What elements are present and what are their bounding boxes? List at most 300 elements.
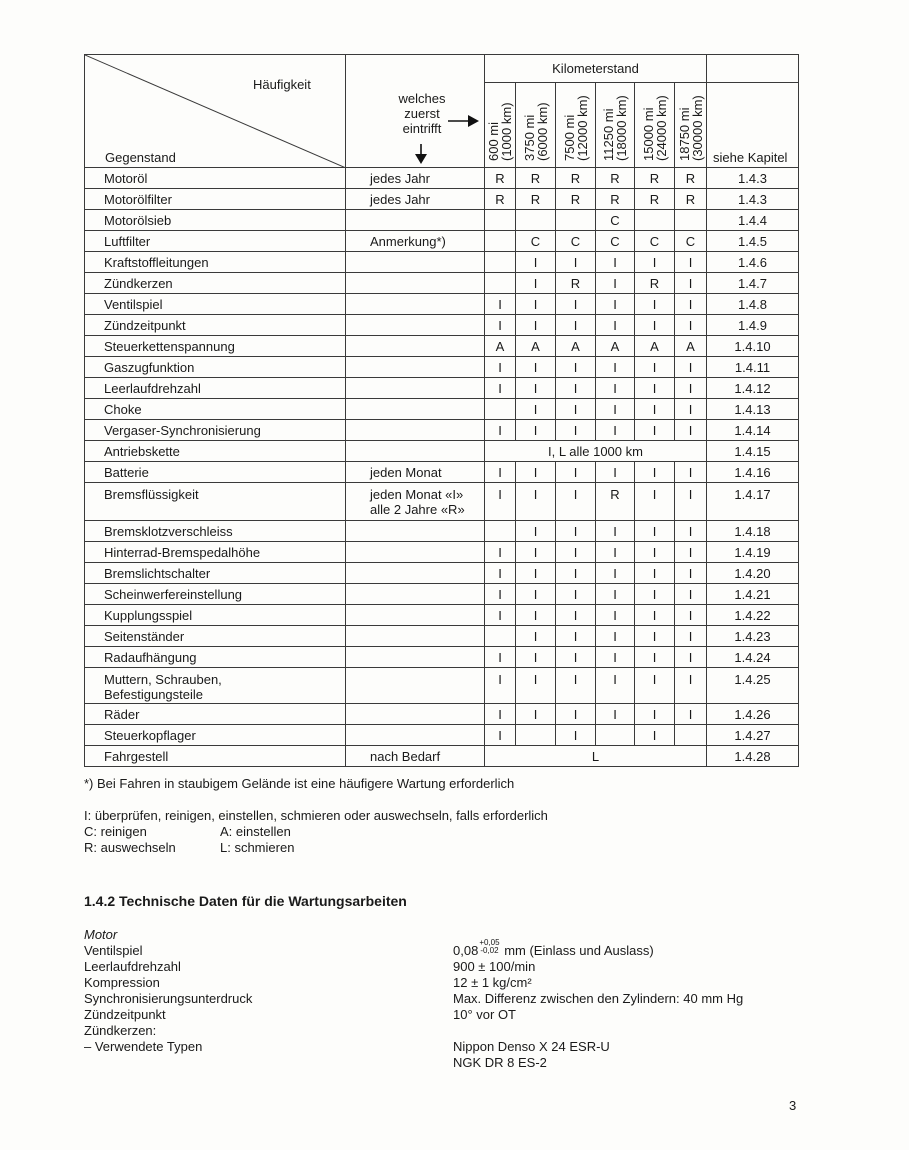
chapter-cell: 1.4.25	[707, 668, 799, 704]
table-row	[85, 168, 799, 189]
chapter-cell: 1.4.28	[707, 746, 799, 767]
interval-merged-cell: L	[485, 746, 707, 767]
km-kilometres: (30000 km)	[689, 95, 705, 161]
interval-cell	[675, 210, 707, 231]
chapter-cell: 1.4.15	[707, 441, 799, 462]
maintenance-table	[84, 54, 799, 767]
interval-cell: I	[516, 252, 556, 273]
item-cell: Bremslichtschalter	[85, 563, 346, 584]
spec-row-sync: Synchronisierungsunterdruck Max. Differenz zwischen den Zylindern: 40 mm Hg	[84, 991, 744, 1006]
chapter-cell: 1.4.3	[707, 189, 799, 210]
interval-cell: I	[556, 584, 596, 605]
interval-cell: C	[675, 231, 707, 252]
interval-cell: I	[596, 704, 635, 725]
interval-cell: I	[596, 584, 635, 605]
interval-cell: I	[675, 378, 707, 399]
interval-cell: I	[596, 315, 635, 336]
item-cell: Vergaser-Synchronisierung	[85, 420, 346, 441]
interval-cell: I	[516, 704, 556, 725]
interval-cell: I	[516, 626, 556, 647]
interval-cell: I	[556, 315, 596, 336]
interval-cell: I	[635, 725, 675, 746]
item-cell: Radaufhängung	[85, 647, 346, 668]
interval-cell: I	[485, 704, 516, 725]
km-column-header	[635, 83, 675, 168]
table-row	[85, 704, 799, 725]
frequency-cell	[346, 273, 485, 294]
interval-cell: I	[556, 542, 596, 563]
item-cell: Gaszugfunktion	[85, 357, 346, 378]
chapter-cell: 1.4.4	[707, 210, 799, 231]
table-row	[85, 252, 799, 273]
interval-cell: I	[675, 252, 707, 273]
table-row	[85, 647, 799, 668]
item-cell: Bremsflüssigkeit	[85, 483, 346, 521]
interval-cell: C	[635, 231, 675, 252]
tolerance: +0,05 -0,02	[479, 937, 500, 955]
table-row	[85, 563, 799, 584]
table-row	[85, 462, 799, 483]
chapter-cell: 1.4.24	[707, 647, 799, 668]
chapter-cell: 1.4.23	[707, 626, 799, 647]
spec-row-ventilspiel: Ventilspiel 0,08 +0,05 -0,02 mm (Einlass und Auslass)	[84, 937, 654, 958]
table-corner-cell	[85, 55, 346, 168]
frequency-cell	[346, 542, 485, 563]
interval-cell: I	[556, 704, 596, 725]
legend-r: R: auswechseln	[84, 840, 176, 855]
interval-cell: I	[635, 357, 675, 378]
item-cell: Räder	[85, 704, 346, 725]
which-first-header	[346, 55, 485, 168]
interval-cell: I	[556, 725, 596, 746]
legend	[84, 808, 548, 856]
legend-row-r-l	[84, 840, 548, 856]
interval-cell	[596, 725, 635, 746]
spec-row-leerlauf: Leerlaufdrehzahl 900 ± 100/min	[84, 959, 536, 974]
spec-row-zzp: Zündzeitpunkt 10° vor OT	[84, 1007, 516, 1022]
interval-cell: I	[516, 563, 556, 584]
km-column-header	[675, 83, 707, 168]
km-kilometres: (1000 km)	[499, 102, 514, 161]
interval-cell	[485, 399, 516, 420]
frequency-cell	[346, 315, 485, 336]
interval-cell: A	[635, 336, 675, 357]
item-cell: Zündkerzen	[85, 273, 346, 294]
interval-cell: I	[635, 399, 675, 420]
item-cell: Batterie	[85, 462, 346, 483]
item-cell: Steuerkopflager	[85, 725, 346, 746]
km-column-header	[485, 83, 516, 168]
item-cell: Steuerkettenspannung	[85, 336, 346, 357]
interval-cell: A	[485, 336, 516, 357]
interval-cell: I	[556, 563, 596, 584]
frequency-cell: jedes Jahr	[346, 189, 485, 210]
interval-cell: C	[556, 231, 596, 252]
interval-cell: I	[485, 483, 516, 521]
chapter-cell: 1.4.6	[707, 252, 799, 273]
interval-cell: I	[485, 647, 516, 668]
interval-cell: I	[556, 420, 596, 441]
chapter-cell: 1.4.7	[707, 273, 799, 294]
interval-cell	[675, 725, 707, 746]
chapter-cell: 1.4.11	[707, 357, 799, 378]
interval-cell: C	[596, 231, 635, 252]
interval-cell: I	[556, 357, 596, 378]
chapter-cell: 1.4.17	[707, 483, 799, 521]
interval-cell: I	[556, 668, 596, 704]
interval-cell: I	[596, 647, 635, 668]
table-row	[85, 441, 799, 462]
interval-cell: I	[516, 357, 556, 378]
interval-cell: I	[675, 521, 707, 542]
page-number: 3	[789, 1098, 797, 1113]
interval-cell: I	[516, 542, 556, 563]
interval-cell: I	[596, 626, 635, 647]
interval-cell: R	[485, 168, 516, 189]
chapter-header: siehe Kapitel	[707, 83, 799, 168]
frequency-cell	[346, 563, 485, 584]
interval-cell	[485, 210, 516, 231]
legend-line-i: I: überprüfen, reinigen, einstellen, schmieren oder auswechseln, falls erforderlich	[84, 808, 548, 823]
chapter-cell: 1.4.12	[707, 378, 799, 399]
interval-cell: I	[516, 647, 556, 668]
interval-cell: I	[635, 462, 675, 483]
interval-cell: I	[635, 378, 675, 399]
interval-cell: R	[635, 168, 675, 189]
chapter-cell: 1.4.21	[707, 584, 799, 605]
km-column-header	[556, 83, 596, 168]
interval-cell: I	[556, 399, 596, 420]
interval-cell: I	[675, 647, 707, 668]
chapter-cell: 1.4.20	[707, 563, 799, 584]
frequency-cell	[346, 210, 485, 231]
interval-cell: R	[635, 189, 675, 210]
interval-cell: I	[556, 521, 596, 542]
item-header: Gegenstand	[105, 150, 176, 165]
interval-cell: I	[516, 399, 556, 420]
chapter-cell: 1.4.18	[707, 521, 799, 542]
chapter-cell: 1.4.26	[707, 704, 799, 725]
interval-cell: R	[596, 168, 635, 189]
spec-list	[84, 927, 844, 1071]
spec-row-types: – Verwendete Typen Nippon Denso X 24 ESR-U	[84, 1039, 610, 1054]
km-miles: 18750 mi	[676, 107, 692, 161]
interval-cell: I	[516, 483, 556, 521]
chapter-cell: 1.4.10	[707, 336, 799, 357]
item-cell: Fahrgestell	[85, 746, 346, 767]
frequency-cell	[346, 399, 485, 420]
frequency-cell	[346, 336, 485, 357]
interval-cell: I	[675, 563, 707, 584]
table-row	[85, 605, 799, 626]
interval-cell: I	[675, 605, 707, 626]
footnote: *) Bei Fahren in staubigem Gelände ist eine häufigere Wartung erforderlich	[84, 776, 515, 791]
arrow-down-icon	[415, 144, 427, 164]
interval-cell: A	[556, 336, 596, 357]
interval-cell: R	[556, 273, 596, 294]
item-cell: Muttern, Schrauben, Befestigungsteile	[85, 668, 346, 704]
table-row	[85, 210, 799, 231]
interval-cell: I	[596, 378, 635, 399]
interval-cell: I	[516, 668, 556, 704]
item-cell: Motoröl	[85, 168, 346, 189]
frequency-cell	[346, 420, 485, 441]
arrow-right-icon	[448, 115, 479, 127]
interval-cell: I	[516, 420, 556, 441]
interval-cell: I	[675, 273, 707, 294]
item-cell: Zündzeitpunkt	[85, 315, 346, 336]
interval-cell: I	[635, 584, 675, 605]
interval-cell: I	[596, 521, 635, 542]
frequency-cell	[346, 521, 485, 542]
interval-cell: I	[596, 420, 635, 441]
interval-cell: I	[635, 563, 675, 584]
interval-cell: I	[596, 563, 635, 584]
table-row	[85, 626, 799, 647]
interval-cell: I	[485, 420, 516, 441]
interval-cell: I	[635, 647, 675, 668]
interval-cell: I	[516, 521, 556, 542]
chapter-header-top	[707, 55, 799, 83]
interval-cell: I	[635, 420, 675, 441]
frequency-cell	[346, 441, 485, 462]
frequency-cell	[346, 626, 485, 647]
table-row	[85, 315, 799, 336]
interval-cell: C	[596, 210, 635, 231]
item-cell: Kupplungsspiel	[85, 605, 346, 626]
interval-cell: A	[675, 336, 707, 357]
interval-cell: R	[516, 168, 556, 189]
interval-cell	[516, 210, 556, 231]
interval-cell: I	[516, 315, 556, 336]
frequency-cell	[346, 357, 485, 378]
interval-cell	[556, 210, 596, 231]
legend-c: C: reinigen	[84, 824, 147, 839]
interval-cell: A	[596, 336, 635, 357]
interval-cell: I	[675, 584, 707, 605]
interval-cell: R	[596, 189, 635, 210]
item-cell: Scheinwerfereinstellung	[85, 584, 346, 605]
interval-cell: I	[556, 483, 596, 521]
interval-cell: I	[675, 420, 707, 441]
frequency-header: Häufigkeit	[253, 77, 311, 92]
chapter-cell: 1.4.16	[707, 462, 799, 483]
chapter-cell: 1.4.3	[707, 168, 799, 189]
table-row	[85, 584, 799, 605]
interval-cell: I	[485, 378, 516, 399]
interval-cell	[485, 521, 516, 542]
interval-cell: R	[675, 189, 707, 210]
km-kilometres: (18000 km)	[614, 95, 629, 161]
interval-cell: I	[556, 647, 596, 668]
item-cell: Ventilspiel	[85, 294, 346, 315]
km-miles: 600 mi	[486, 121, 501, 161]
interval-cell: I	[675, 294, 707, 315]
interval-cell: I	[556, 294, 596, 315]
interval-cell: I	[485, 357, 516, 378]
frequency-cell: nach Bedarf	[346, 746, 485, 767]
table-row	[85, 273, 799, 294]
interval-cell: R	[556, 168, 596, 189]
which-first-text: welches zuerst eintrifft	[398, 91, 446, 136]
interval-cell: R	[556, 189, 596, 210]
interval-cell: I	[556, 252, 596, 273]
item-cell: Kraftstoffleitungen	[85, 252, 346, 273]
interval-cell: I	[635, 252, 675, 273]
interval-cell	[635, 210, 675, 231]
interval-cell: I	[485, 668, 516, 704]
interval-cell: C	[516, 231, 556, 252]
item-cell: Choke	[85, 399, 346, 420]
interval-cell: A	[516, 336, 556, 357]
frequency-cell: jeden Monat	[346, 462, 485, 483]
interval-cell: I	[556, 378, 596, 399]
table-row	[85, 399, 799, 420]
interval-cell: I	[635, 483, 675, 521]
chapter-cell: 1.4.13	[707, 399, 799, 420]
interval-cell: I	[485, 542, 516, 563]
interval-cell: I	[675, 668, 707, 704]
spec-row-zuendkerzen: Zündkerzen:	[84, 1023, 157, 1038]
km-miles: 3750 mi	[521, 114, 537, 161]
table-row	[85, 521, 799, 542]
interval-cell: R	[635, 273, 675, 294]
table-row	[85, 420, 799, 441]
km-kilometres: (12000 km)	[574, 95, 590, 161]
interval-cell: I	[596, 462, 635, 483]
interval-cell: R	[516, 189, 556, 210]
km-miles: 7500 mi	[561, 114, 577, 161]
interval-cell	[485, 252, 516, 273]
interval-cell: I	[516, 378, 556, 399]
km-miles: 15000 mi	[640, 107, 656, 161]
chapter-cell: 1.4.22	[707, 605, 799, 626]
interval-cell: I	[596, 357, 635, 378]
chapter-cell: 1.4.9	[707, 315, 799, 336]
item-cell: Hinterrad-Bremspedalhöhe	[85, 542, 346, 563]
interval-cell: I	[516, 462, 556, 483]
chapter-cell: 1.4.19	[707, 542, 799, 563]
interval-cell	[516, 725, 556, 746]
interval-cell: I	[596, 294, 635, 315]
interval-cell: I	[596, 252, 635, 273]
interval-cell: I	[635, 668, 675, 704]
table-row	[85, 336, 799, 357]
spec-value-ventilspiel: 0,08 +0,05 -0,02 mm (Einlass und Auslass)	[453, 937, 654, 958]
interval-cell	[485, 273, 516, 294]
interval-cell: I	[516, 605, 556, 626]
frequency-cell	[346, 647, 485, 668]
table-row	[85, 542, 799, 563]
interval-cell: I	[516, 273, 556, 294]
interval-cell: I	[675, 704, 707, 725]
interval-cell: I	[556, 462, 596, 483]
interval-cell: R	[485, 189, 516, 210]
spec-group-title: Motor	[84, 927, 118, 942]
table-row	[85, 668, 799, 704]
spec-row-kompression: Kompression 12 ± 1 kg/cm²	[84, 975, 532, 990]
legend-l: L: schmieren	[220, 840, 295, 855]
frequency-cell: jedes Jahr	[346, 168, 485, 189]
interval-cell: I	[635, 294, 675, 315]
km-column-header	[516, 83, 556, 168]
interval-cell: R	[596, 483, 635, 521]
interval-cell: I	[596, 605, 635, 626]
interval-cell: I	[675, 626, 707, 647]
table-row	[85, 294, 799, 315]
item-cell: Bremsklotzverschleiss	[85, 521, 346, 542]
legend-row-c-a	[84, 824, 548, 840]
frequency-cell	[346, 704, 485, 725]
section-title: 1.4.2 Technische Daten für die Wartungsarbeiten	[84, 893, 407, 909]
interval-cell: I	[485, 563, 516, 584]
interval-cell: I	[556, 605, 596, 626]
frequency-cell	[346, 252, 485, 273]
table-row	[85, 378, 799, 399]
item-cell: Motorölfilter	[85, 189, 346, 210]
table-row	[85, 725, 799, 746]
interval-cell: I	[516, 294, 556, 315]
table-row	[85, 357, 799, 378]
legend-a: A: einstellen	[220, 824, 291, 839]
interval-cell: I	[485, 584, 516, 605]
item-cell: Luftfilter	[85, 231, 346, 252]
interval-cell: I	[675, 315, 707, 336]
chapter-cell: 1.4.8	[707, 294, 799, 315]
interval-cell: I	[596, 668, 635, 704]
item-cell: Leerlaufdrehzahl	[85, 378, 346, 399]
interval-cell: I	[485, 315, 516, 336]
chapter-cell: 1.4.14	[707, 420, 799, 441]
interval-cell: R	[675, 168, 707, 189]
table-row	[85, 483, 799, 521]
frequency-cell	[346, 294, 485, 315]
interval-cell: I	[485, 605, 516, 626]
table-row	[85, 746, 799, 767]
interval-cell: I	[635, 315, 675, 336]
frequency-cell	[346, 584, 485, 605]
item-cell: Antriebskette	[85, 441, 346, 462]
interval-cell	[485, 626, 516, 647]
interval-cell: I	[516, 584, 556, 605]
interval-cell	[485, 231, 516, 252]
interval-cell: I	[675, 399, 707, 420]
frequency-cell	[346, 668, 485, 704]
km-kilometres: (24000 km)	[653, 95, 669, 161]
frequency-cell	[346, 378, 485, 399]
interval-cell: I	[675, 462, 707, 483]
frequency-cell	[346, 605, 485, 626]
interval-cell: I	[675, 357, 707, 378]
km-kilometres: (6000 km)	[534, 102, 550, 161]
interval-merged-cell: I, L alle 1000 km	[485, 441, 707, 462]
km-column-header	[596, 83, 635, 168]
frequency-cell: Anmerkung*)	[346, 231, 485, 252]
km-miles: 11250 mi	[601, 108, 616, 161]
which-first-arrows	[346, 55, 485, 168]
interval-cell: I	[635, 704, 675, 725]
interval-cell: I	[596, 273, 635, 294]
interval-cell: I	[485, 294, 516, 315]
chapter-cell: 1.4.5	[707, 231, 799, 252]
interval-cell: I	[675, 542, 707, 563]
spec-row-types-2: NGK DR 8 ES-2	[453, 1055, 547, 1070]
interval-cell: I	[596, 399, 635, 420]
interval-cell: I	[635, 542, 675, 563]
interval-cell: I	[635, 605, 675, 626]
item-cell: Motorölsieb	[85, 210, 346, 231]
table-row	[85, 189, 799, 210]
